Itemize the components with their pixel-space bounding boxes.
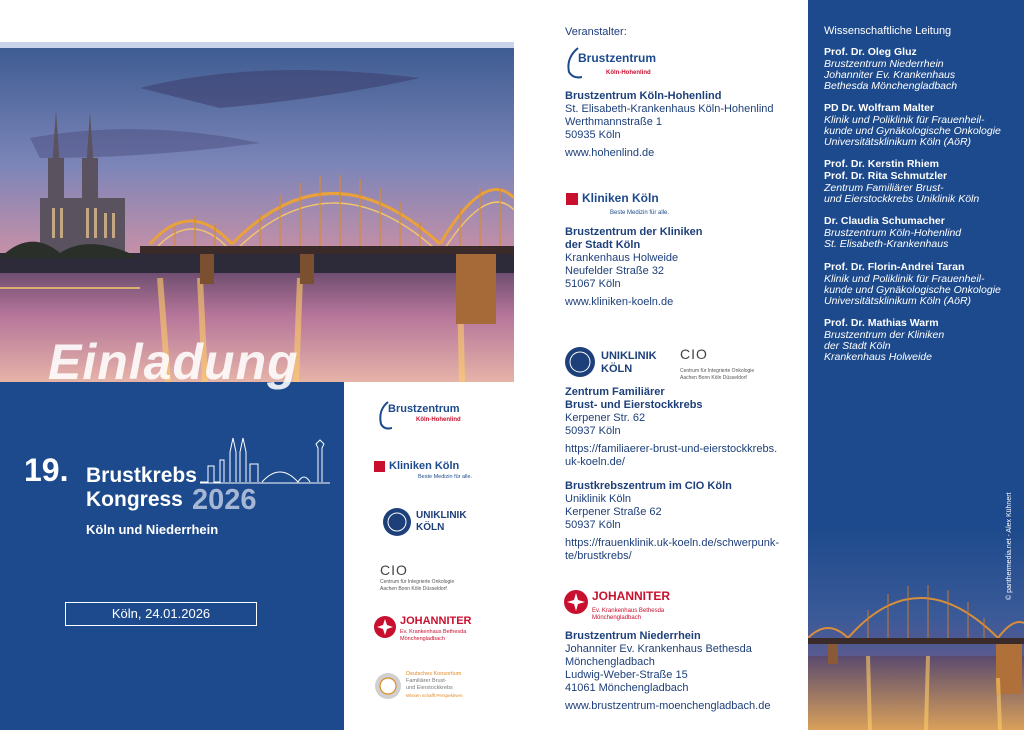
organizer-panel bbox=[514, 0, 808, 730]
photo-credit: © panthermedia.net - Alex Kühnert bbox=[1006, 492, 1013, 600]
p5-line3: Universitätsklinikum Köln (AöR) bbox=[824, 295, 972, 307]
p1-line2: Johanniter Ev. Krankenhaus bbox=[824, 69, 956, 81]
niederrhein-line2: Mönchengladbach bbox=[565, 656, 655, 668]
top-margin bbox=[0, 0, 514, 42]
hohenlind-name: Brustzentrum Köln-Hohenlind bbox=[565, 90, 722, 102]
p3-name2: Prof. Dr. Rita Schmutzler bbox=[824, 170, 948, 182]
p4-line2: St. Elisabeth-Krankenhaus bbox=[824, 238, 949, 250]
familiaer-url2[interactable]: uk-koeln.de/ bbox=[565, 456, 625, 468]
logo-uniklinik-large-l1: UNIKLINIK bbox=[601, 350, 657, 362]
logo-cio-large-word: CIO bbox=[680, 346, 708, 362]
congress-number: 19. bbox=[24, 452, 69, 488]
p5-line2: kunde und Gynäkologische Onkologie bbox=[824, 284, 1001, 296]
logo-johanniter-large bbox=[564, 588, 694, 620]
p4-name: Dr. Claudia Schumacher bbox=[824, 215, 945, 227]
p6-line2: der Stadt Köln bbox=[824, 340, 891, 352]
p6-name: Prof. Dr. Mathias Warm bbox=[824, 317, 939, 329]
bridge-night-photo bbox=[808, 528, 1024, 730]
cio-url2[interactable]: te/brustkrebs/ bbox=[565, 550, 632, 562]
logo-johanniter-l2: Mönchengladbach bbox=[400, 636, 445, 642]
niederrhein-line1: Johanniter Ev. Krankenhaus Bethesda bbox=[565, 643, 752, 655]
familiaer-name2: Brust- und Eierstockkrebs bbox=[565, 399, 703, 411]
congress-name-line2: Kongress bbox=[86, 488, 183, 511]
logo-cio-large-l2: Aachen Bonn Köln Düsseldorf bbox=[680, 375, 747, 381]
cologne-bridge-photo bbox=[0, 48, 514, 382]
hohenlind-url[interactable]: www.hohenlind.de bbox=[565, 147, 655, 159]
congress-year: 2026 bbox=[192, 484, 257, 516]
cio-line3: 50937 Köln bbox=[565, 519, 621, 531]
logo-cio bbox=[380, 562, 510, 596]
logo-uniklinik bbox=[382, 506, 482, 540]
johanniter-cross-icon bbox=[564, 590, 588, 614]
p3-name1: Prof. Dr. Kerstin Rhiem bbox=[824, 158, 939, 170]
p5-line1: Klinik und Poliklinik für Frauenheil- bbox=[824, 273, 985, 285]
niederrhein-url[interactable]: www.brustzentrum-moenchengladbach.de bbox=[565, 700, 771, 712]
kliniken-line1: Krankenhaus Holweide bbox=[565, 252, 679, 264]
logo-johanniter-word: JOHANNITER bbox=[400, 615, 472, 627]
logo-uniklinik-large bbox=[564, 346, 674, 382]
logo-brustzentrum-word: Brustzentrum bbox=[388, 403, 460, 415]
logo-uniklinik-large-l2: KÖLN bbox=[601, 363, 633, 375]
invitation-title: Einladung bbox=[48, 334, 299, 390]
hohenlind-line2: Werthmannstraße 1 bbox=[565, 116, 663, 128]
cio-line2: Kerpener Straße 62 bbox=[565, 506, 662, 518]
kliniken-url[interactable]: www.kliniken-koeln.de bbox=[565, 296, 674, 308]
logo-konsortium-l3: und Eierstockkrebs bbox=[406, 685, 453, 691]
p2-name: PD Dr. Wolfram Malter bbox=[824, 102, 935, 114]
kliniken-line3: 51067 Köln bbox=[565, 278, 621, 290]
logo-kliniken-koeln bbox=[374, 460, 494, 484]
konsortium-icon bbox=[374, 672, 402, 700]
kliniken-line2: Neufelder Straße 32 bbox=[565, 265, 665, 277]
familiaer-line1: Kerpener Str. 62 bbox=[565, 412, 646, 424]
logo-kliniken-word: Kliniken Köln bbox=[389, 460, 460, 472]
scientific-panel bbox=[808, 0, 1024, 730]
logo-kliniken-tagline: Beste Medizin für alle. bbox=[418, 474, 473, 480]
logo-uniklinik-l1: UNIKLINIK bbox=[416, 510, 467, 521]
hohenlind-line1: St. Elisabeth-Krankenhaus Köln-Hohenlind bbox=[565, 103, 774, 115]
logo-konsortium-l2: Familiärer Brust- bbox=[406, 678, 447, 684]
partner-logo-strip bbox=[344, 382, 514, 730]
logo-cio-large bbox=[680, 348, 800, 382]
logo-kliniken-large-tagline: Beste Medizin für alle. bbox=[610, 210, 670, 216]
skyline-outline-graphic bbox=[200, 436, 330, 486]
logo-brustzentrum-sub: Köln-Hohenlind bbox=[416, 417, 461, 423]
logo-konsortium-l1: Deutsches Konsortium bbox=[406, 671, 462, 677]
p3-line2: und Eierstockkrebs Uniklinik Köln bbox=[824, 193, 980, 205]
scientific-heading: Wissenschaftliche Leitung bbox=[824, 25, 952, 37]
logo-uniklinik-l2: KÖLN bbox=[416, 522, 445, 533]
p1-line1: Brustzentrum Niederrhein bbox=[824, 58, 944, 70]
p5-name: Prof. Dr. Florin-Andrei Taran bbox=[824, 261, 965, 273]
p6-line1: Brustzentrum der Kliniken bbox=[824, 329, 945, 341]
congress-date: Köln, 24.01.2026 bbox=[65, 602, 257, 626]
p6-line3: Krankenhaus Holweide bbox=[824, 351, 932, 363]
logo-johanniter bbox=[374, 614, 504, 644]
familiaer-url1[interactable]: https://familiaerer-brust-und-eierstockkrebs. bbox=[565, 443, 778, 455]
logo-johanniter-large-l1: Ev. Krankenhaus Bethesda bbox=[592, 608, 665, 614]
cross-icon bbox=[566, 193, 578, 205]
cio-line1: Uniklinik Köln bbox=[565, 493, 632, 505]
kliniken-name2: der Stadt Köln bbox=[565, 239, 641, 251]
congress-name-line1: Brustkrebs bbox=[86, 464, 197, 487]
cio-url1[interactable]: https://frauenklinik.uk-koeln.de/schwerpunk- bbox=[565, 537, 779, 549]
congress-subtitle: Köln und Niederrhein bbox=[86, 522, 219, 537]
logo-johanniter-large-l2: Mönchengladbach bbox=[592, 615, 642, 621]
logo-brustzentrum-large bbox=[566, 46, 676, 80]
johanniter-cross-icon bbox=[374, 616, 396, 638]
logo-cio-word: CIO bbox=[380, 562, 408, 578]
logo-johanniter-l1: Ev. Krankenhaus Bethesda bbox=[400, 629, 467, 635]
logo-kliniken-large-word: Kliniken Köln bbox=[582, 191, 659, 205]
p2-line2: kunde und Gynäkologische Onkologie bbox=[824, 125, 1001, 137]
cio-name: Brustkrebszentrum im CIO Köln bbox=[565, 480, 732, 492]
p1-line3: Bethesda Mönchengladbach bbox=[824, 80, 958, 92]
logo-brustzentrum-large-word: Brustzentrum bbox=[578, 51, 657, 65]
familiaer-line2: 50937 Köln bbox=[565, 425, 621, 437]
hohenlind-line3: 50935 Köln bbox=[565, 129, 621, 141]
niederrhein-name: Brustzentrum Niederrhein bbox=[565, 630, 701, 642]
cross-icon bbox=[374, 461, 385, 472]
niederrhein-line3: Ludwig-Weber-Straße 15 bbox=[565, 669, 688, 681]
p4-line1: Brustzentrum Köln-Hohenlind bbox=[824, 227, 962, 239]
organizer-heading: Veranstalter: bbox=[565, 26, 627, 38]
logo-cio-l2: Aachen Bonn Köln Düsseldorf bbox=[380, 586, 447, 592]
logo-cio-l1: Centrum für Integrierte Onkologie bbox=[380, 579, 455, 585]
niederrhein-line4: 41061 Mönchengladbach bbox=[565, 682, 689, 694]
p2-line3: Universitätsklinikum Köln (AöR) bbox=[824, 136, 972, 148]
logo-brustzentrum-large-sub: Köln-Hohenlind bbox=[606, 70, 651, 76]
uniklinik-seal-icon bbox=[564, 346, 596, 378]
logo-konsortium bbox=[374, 670, 504, 706]
p3-line1: Zentrum Familiärer Brust- bbox=[824, 182, 944, 194]
p1-name: Prof. Dr. Oleg Gluz bbox=[824, 46, 917, 58]
logo-kliniken-koeln-large bbox=[566, 192, 686, 216]
familiaer-name1: Zentrum Familiärer bbox=[565, 386, 665, 398]
uniklinik-seal-icon bbox=[382, 507, 412, 537]
logo-johanniter-large-word: JOHANNITER bbox=[592, 589, 671, 603]
logo-konsortium-l4: Wissen schafft Perspektiven bbox=[406, 693, 463, 698]
p2-line1: Klinik und Poliklinik für Frauenheil- bbox=[824, 114, 985, 126]
logo-cio-large-l1: Centrum für Integrierte Onkologie bbox=[680, 368, 755, 374]
kliniken-name1: Brustzentrum der Kliniken bbox=[565, 226, 703, 238]
